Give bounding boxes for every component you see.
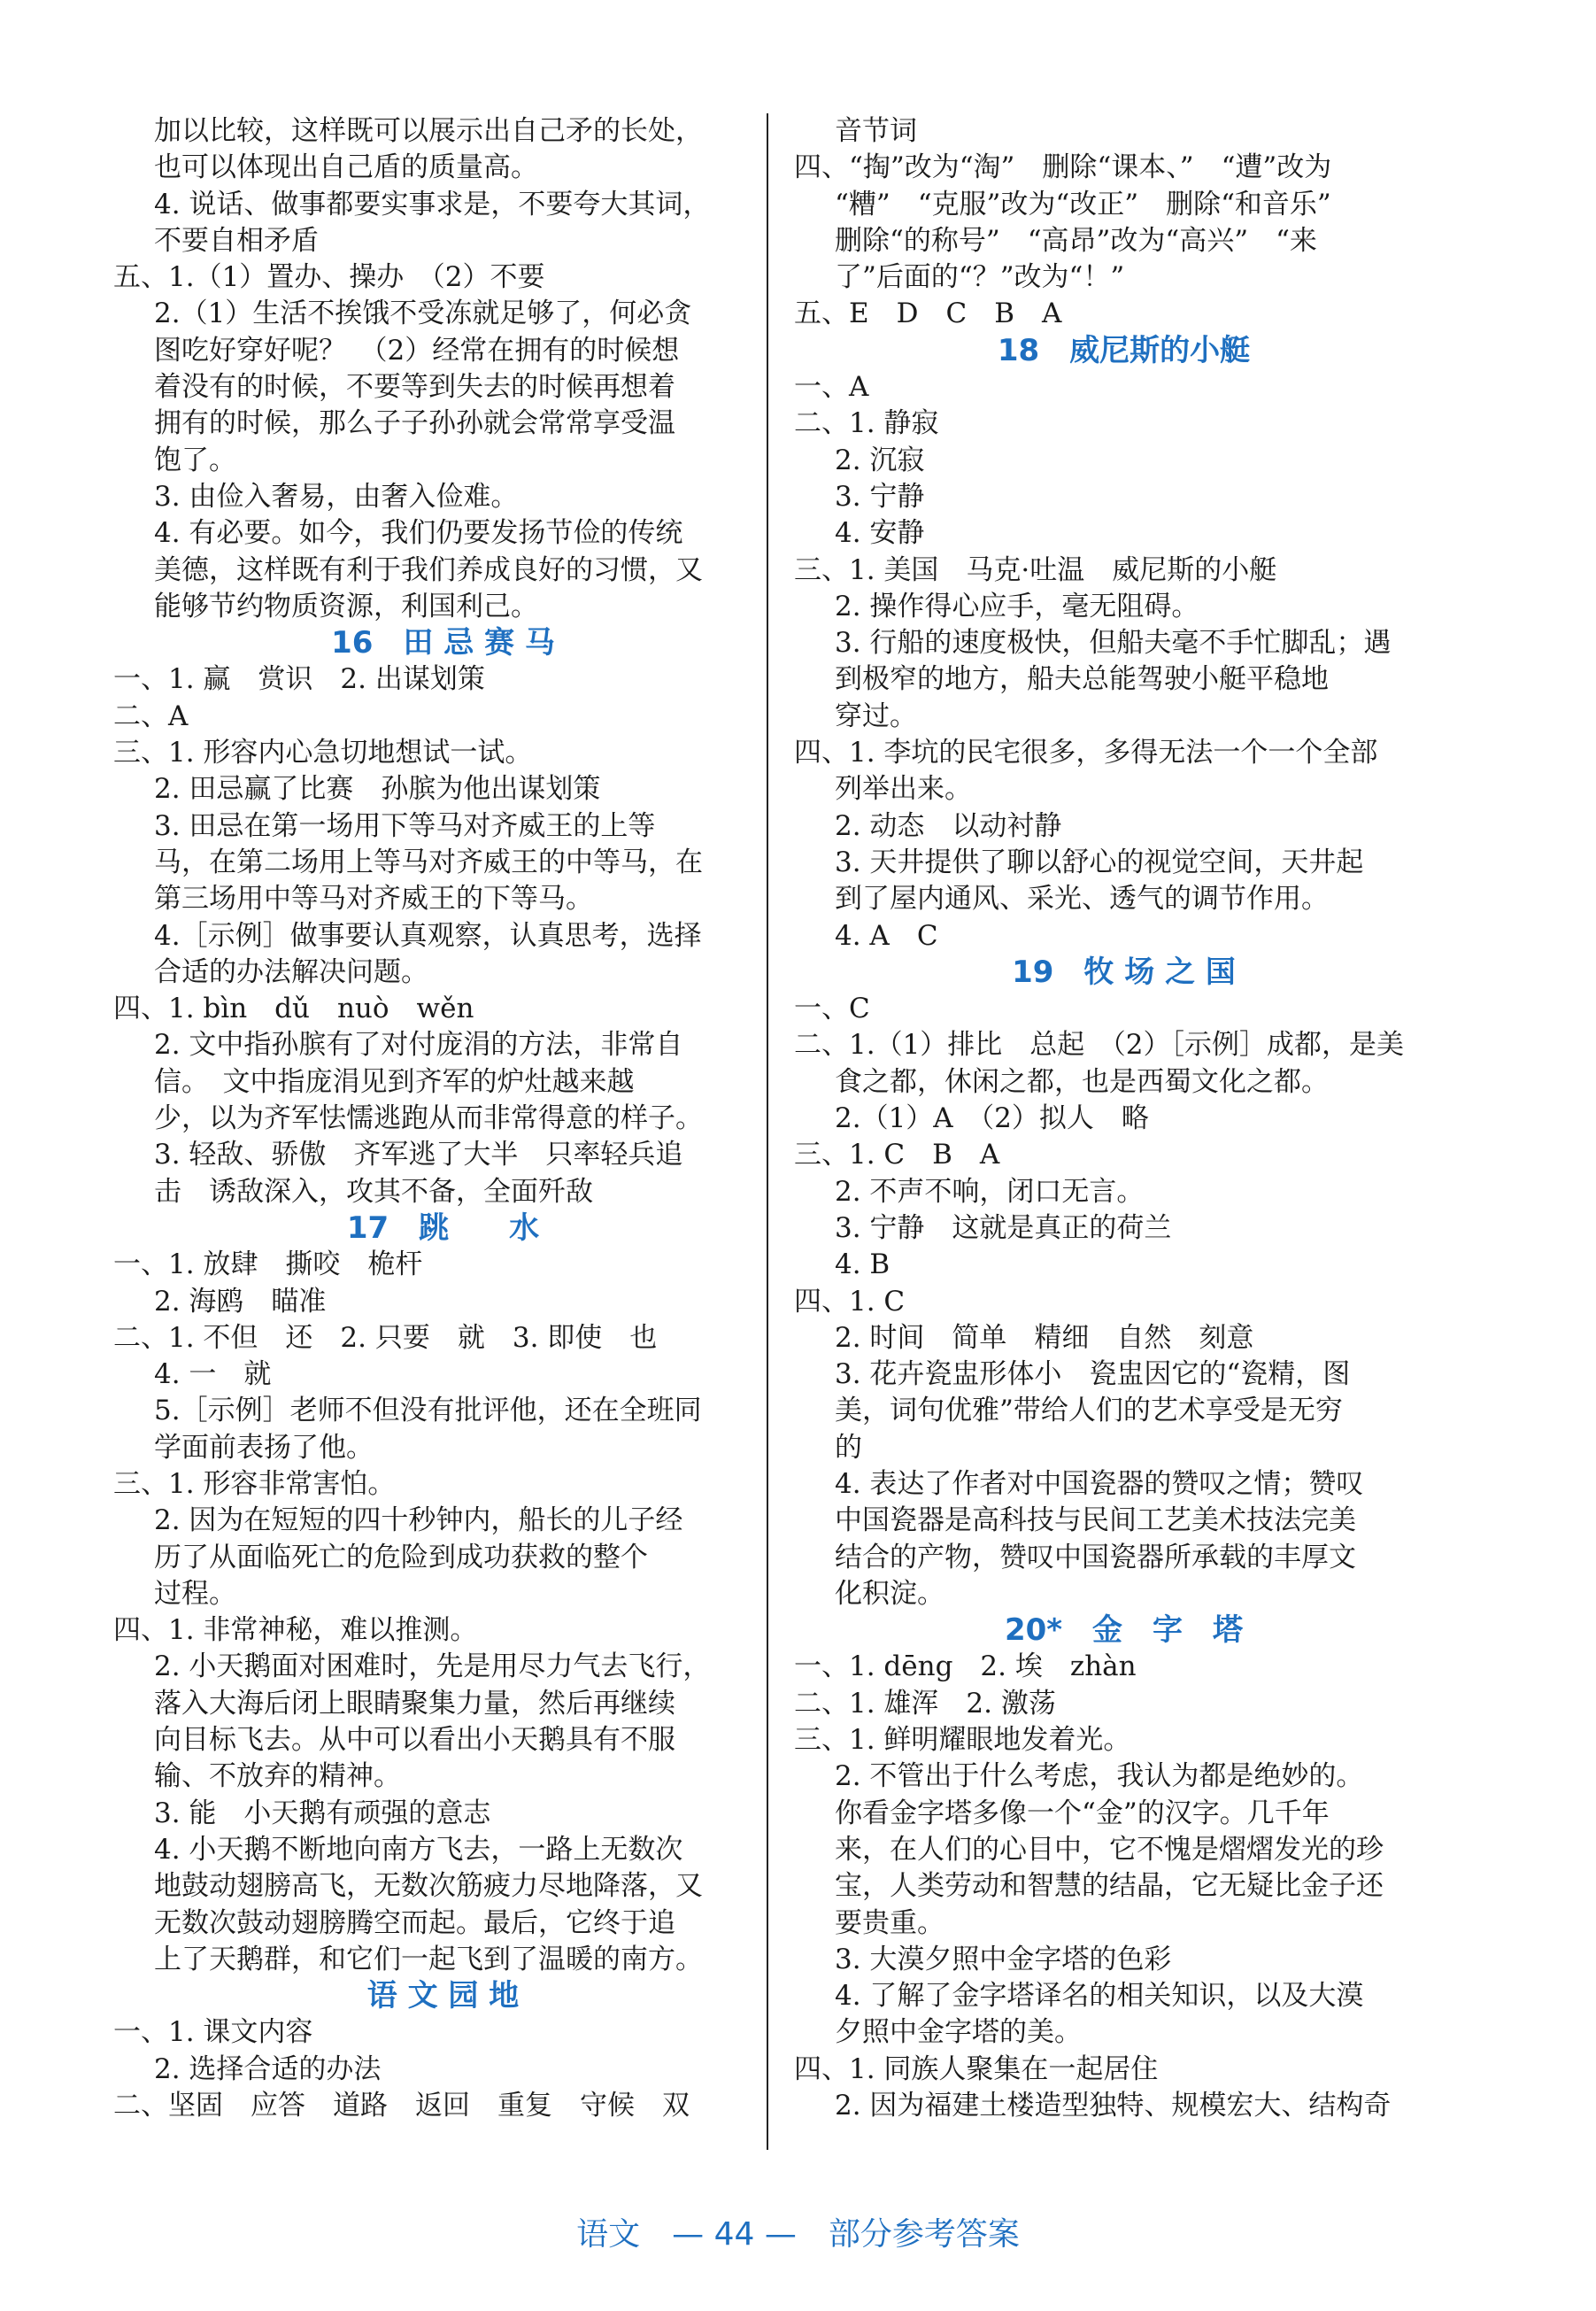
answer-line: 2. 操作得心应手，毫无阻碍。 (835, 590, 1199, 622)
section-heading: 18 威尼斯的小艇 (997, 332, 1251, 368)
answer-line: 4. 一 就 (154, 1358, 272, 1391)
answer-line: 4. 安静 (835, 517, 925, 550)
answer-line: 二、A (113, 699, 189, 732)
answer-line: 到极窄的地方，船夫总能驾驶小艇平稳地 (835, 663, 1329, 696)
answer-line: 2. 不声不响，闭口无言。 (835, 1175, 1145, 1208)
answer-line: 图吃好穿好呢？ （2）经常在拥有的时候想 (154, 334, 680, 367)
answer-line: 三、1. 形容非常害怕。 (113, 1467, 396, 1500)
answer-line: 来，在人们的心目中，它不愧是熠熠发光的珍 (835, 1833, 1384, 1866)
answer-line: 历了从面临死亡的危险到成功获救的整个 (154, 1541, 648, 1573)
answer-line: 地鼓动翅膀高飞，无数次筋疲力尽地降落，又 (154, 1870, 703, 1903)
column-divider (767, 113, 768, 2150)
answer-line: 4. A C (835, 919, 938, 952)
answer-line: 结合的产物，赞叹中国瓷器所承载的丰厚文 (835, 1541, 1356, 1573)
answer-line: 过程。 (154, 1577, 236, 1610)
answer-line: 二、1. 不但 还 2. 只要 就 3. 即使 也 (113, 1321, 658, 1354)
answer-line: 3. 能 小天鹅有顽强的意志 (154, 1797, 491, 1829)
answer-line: 学面前表扬了他。 (154, 1431, 374, 1464)
answer-line: 四、1. bìn dǔ nuò wěn (113, 993, 474, 1025)
answer-line: 四、1. 同族人聚集在一起居住 (794, 2052, 1159, 2085)
answer-line: 3. 天井提供了聊以舒心的视觉空间，天井起 (835, 846, 1364, 878)
answer-line: 5.［示例］老师不但没有批评他，还在全班同 (154, 1395, 702, 1427)
answer-line: 少，以为齐军怯懦逃跑从而非常得意的样子。 (154, 1102, 703, 1135)
answer-line: 2. 田忌赢了比赛 孙膑为他出谋划策 (154, 773, 601, 806)
answer-line: 了”后面的“？”改为“！” (835, 261, 1125, 294)
answer-line: 2. 沉寂 (835, 444, 925, 476)
answer-line: 4. 有必要。如今，我们仍要发扬节俭的传统 (154, 517, 683, 550)
answer-line: 三、1. 美国 马克·吐温 威尼斯的小艇 (794, 553, 1277, 586)
answer-line: 三、1. C B A (794, 1139, 1000, 1171)
answer-line: 美德，这样既有利于我们养成良好的习惯，又 (154, 553, 703, 586)
answer-line: 一、C (794, 993, 870, 1025)
answer-line: 一、1. 赢 赏识 2. 出谋划策 (113, 663, 485, 696)
left-column (113, 113, 773, 2124)
answer-line: 信。 文中指庞涓见到齐军的炉灶越来越 (154, 1065, 635, 1098)
answer-line: 3. 田忌在第一场用下等马对齐威王的上等 (154, 809, 656, 842)
answer-line: 要贵重。 (835, 1906, 944, 1939)
answer-line: 化积淀。 (835, 1577, 944, 1610)
answer-line: 2. 动态 以动衬静 (835, 809, 1062, 842)
answer-line: 着没有的时候，不要等到失去的时候再想着 (154, 371, 675, 404)
answer-line: 2. 文中指孙膑有了对付庞涓的方法，非常自 (154, 1029, 683, 1062)
answer-line: 三、1. 形容内心急切地想试一试。 (113, 737, 533, 769)
answer-line: 四、1. C (794, 1285, 906, 1318)
answer-line: 一、A (794, 371, 869, 404)
answer-line: 美，词句优雅”带给人们的艺术享受是无穷 (835, 1395, 1343, 1427)
answer-line: 无数次鼓动翅膀腾空而起。最后，它终于追 (154, 1906, 675, 1939)
answer-line: 夕照中金字塔的美。 (835, 2016, 1082, 2049)
answer-line: 2. 因为福建土楼造型独特、规模宏大、结构奇 (835, 2090, 1392, 2122)
answer-line: 3. 轻敌、骄傲 齐军逃了大半 只率轻兵追 (154, 1139, 683, 1171)
answer-line: 一、1. 放肆 撕咬 桅杆 (113, 1248, 423, 1281)
answer-line: 二、坚固 应答 道路 返回 重复 守候 双 (113, 2090, 690, 2122)
answer-line: 能够节约物质资源，利国利己。 (154, 590, 538, 622)
answer-line: “糟” “克服”改为“改正” 删除“和音乐” (835, 188, 1331, 220)
answer-line: 4. 了解了金字塔译名的相关知识，以及大漠 (835, 1980, 1364, 2013)
answer-line: 2. 海鸥 瞄准 (154, 1285, 327, 1318)
answer-line: 马，在第二场用上等马对齐威王的中等马，在 (154, 846, 703, 878)
answer-line: 到了屋内通风、采光、透气的调节作用。 (835, 883, 1329, 916)
answer-line: 3. 宁静 (835, 480, 925, 513)
answer-line: 3. 由俭入奢易，由奢入俭难。 (154, 480, 519, 513)
answer-line: 加以比较，这样既可以展示出自己矛的长处， (154, 115, 703, 147)
answer-line: 二、1. 静寂 (794, 407, 939, 440)
answer-line: 3. 宁静 这就是真正的荷兰 (835, 1211, 1172, 1244)
answer-line: 2. 不管出于什么考虑，我认为都是绝妙的。 (835, 1760, 1364, 1793)
answer-line: 合适的办法解决问题。 (154, 955, 428, 988)
answer-line: 4.［示例］做事要认真观察，认真思考，选择 (154, 919, 702, 952)
answer-line: 3. 大漠夕照中金字塔的色彩 (835, 1943, 1172, 1975)
answer-line: 4. 表达了作者对中国瓷器的赞叹之情；赞叹 (835, 1467, 1364, 1500)
answer-line: 2. 小天鹅面对困难时，先是用尽力气去飞行， (154, 1650, 711, 1683)
answer-line: 第三场用中等马对齐威王的下等马。 (154, 883, 593, 916)
answer-line: 五、1.（1）置办、操办 （2）不要 (113, 261, 545, 294)
answer-line: 击 诱敌深入，攻其不备，全面歼敌 (154, 1175, 593, 1208)
answer-line: 列举出来。 (835, 773, 972, 806)
answer-line: 4. 说话、做事都要实事求是，不要夸大其词， (154, 188, 711, 220)
answer-line: 你看金字塔多像一个“金”的汉字。几千年 (835, 1797, 1330, 1829)
answer-line: 穿过。 (835, 699, 917, 732)
answer-line: 输、不放弃的精神。 (154, 1760, 401, 1793)
answer-line: 食之都，休闲之都，也是西蜀文化之都。 (835, 1065, 1329, 1098)
right-column (794, 113, 1453, 2124)
answer-line: 的 (835, 1431, 862, 1464)
answer-line: 2.（1）A （2）拟人 略 (835, 1102, 1149, 1135)
answer-line: 五、E D C B A (794, 298, 1062, 330)
answer-line: 一、1. 课文内容 (113, 2016, 313, 2049)
answer-line: 2. 时间 简单 精细 自然 刻意 (835, 1321, 1254, 1354)
answer-line: 删除“的称号” “高昂”改为“高兴” “来 (835, 224, 1317, 257)
answer-line: 2.（1）生活不挨饿不受冻就足够了，何必贪 (154, 298, 692, 330)
answer-line: 三、1. 鲜明耀眼地发着光。 (794, 1724, 1131, 1757)
answer-line: 饱了。 (154, 444, 236, 476)
answer-line: 二、1.（1）排比 总起 （2）［示例］成都，是美 (794, 1029, 1405, 1062)
answer-line: 4. B (835, 1248, 891, 1281)
answer-line: 4. 小天鹅不断地向南方飞去，一路上无数次 (154, 1833, 683, 1866)
answer-line: 也可以体现出自己盾的质量高。 (154, 151, 538, 184)
answer-line: 四、1. 李坑的民宅很多，多得无法一个一个全部 (794, 737, 1378, 769)
section-heading: 语 文 园 地 (366, 1978, 520, 2014)
answer-line: 3. 行船的速度极快，但船夫毫不手忙脚乱；遇 (835, 627, 1392, 660)
answer-line: 四、“掏”改为“淘” 删除“课本、” “遭”改为 (794, 151, 1332, 184)
section-heading: 16 田 忌 赛 马 (331, 625, 555, 661)
section-heading: 17 跳 水 (346, 1210, 540, 1246)
answer-line: 宝，人类劳动和智慧的结晶，它无疑比金子还 (835, 1870, 1384, 1903)
answer-line: 二、1. 雄浑 2. 激荡 (794, 1687, 1056, 1720)
answer-line: 3. 花卉瓷盅形体小 瓷盅因它的“瓷精，图 (835, 1358, 1351, 1391)
answer-line: 音节词 (835, 115, 917, 147)
section-heading: 20* 金 字 塔 (1004, 1612, 1244, 1649)
answer-line: 落入大海后闭上眼睛聚集力量，然后再继续 (154, 1687, 675, 1720)
answer-line: 四、1. 非常神秘，难以推测。 (113, 1614, 478, 1647)
answer-line: 一、1. dēng 2. 埃 zhàn (794, 1650, 1137, 1683)
answer-line: 上了天鹅群，和它们一起飞到了温暖的南方。 (154, 1943, 703, 1975)
answer-line: 不要自相矛盾 (154, 224, 319, 257)
answer-line: 2. 因为在短短的四十秒钟内，船长的儿子经 (154, 1504, 683, 1537)
section-heading: 19 牧 场 之 国 (1012, 954, 1236, 990)
page-footer: 语文 — 44 — 部分参考答案 (576, 2216, 1020, 2253)
answer-line: 向目标飞去。从中可以看出小天鹅具有不服 (154, 1724, 675, 1757)
answer-line: 2. 选择合适的办法 (154, 2052, 382, 2085)
answer-line: 中国瓷器是高科技与民间工艺美术技法完美 (835, 1504, 1356, 1537)
answer-line: 拥有的时候，那么子子孙孙就会常常享受温 (154, 407, 675, 440)
